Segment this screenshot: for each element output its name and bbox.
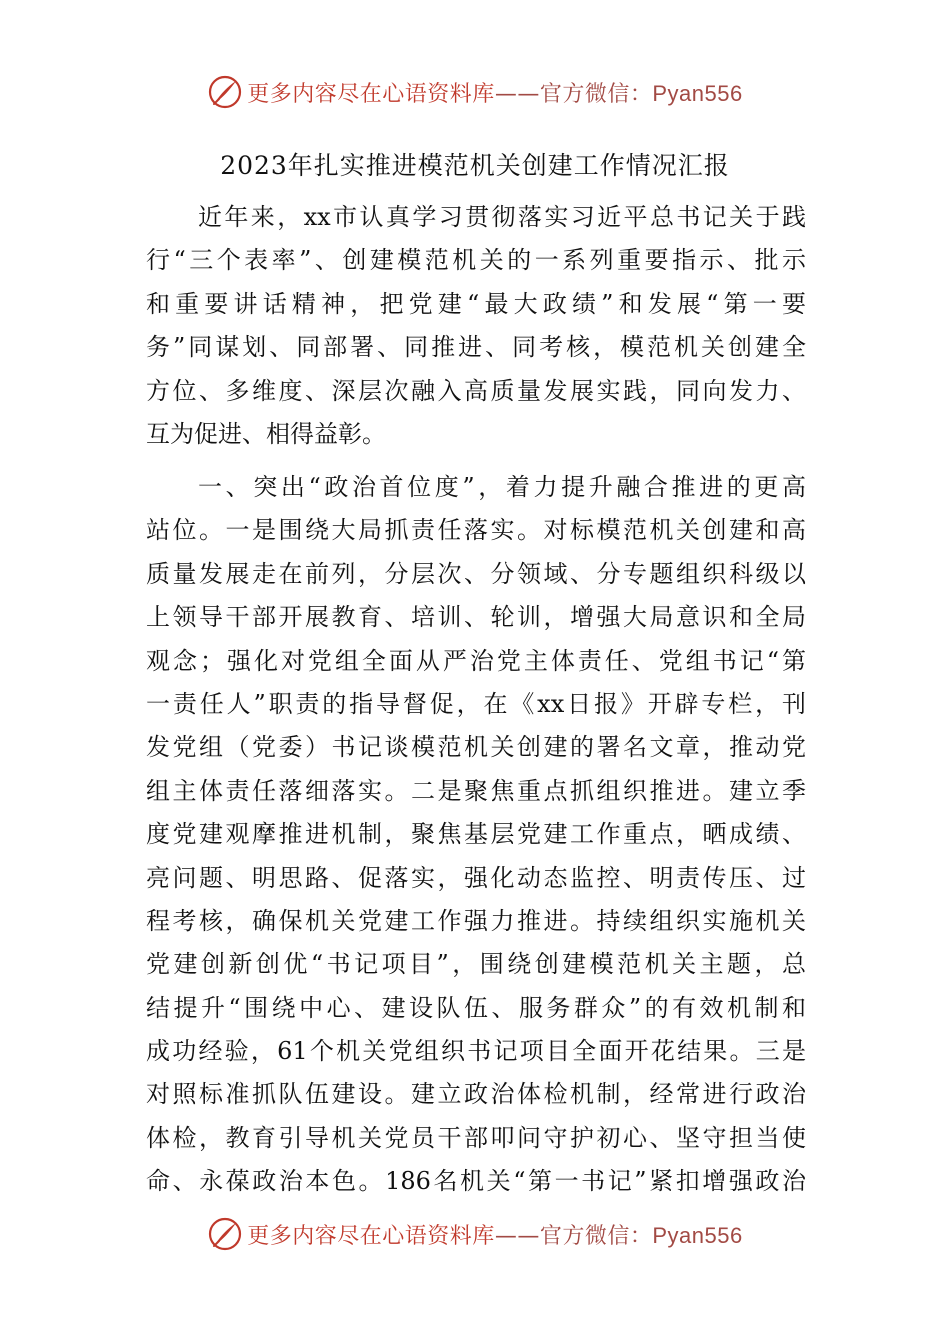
watermark-banner-top bbox=[0, 70, 950, 114]
watermark-main-text: 更多内容尽在心语资料库 bbox=[247, 1223, 495, 1249]
text-line: 互为促进、相得益彰。 bbox=[146, 419, 386, 448]
text-line: 和重要讲话精神，把党建“最大政绩”和发展“第一要 bbox=[146, 289, 806, 318]
text-line: 度党建观摩推进机制，聚焦基层党建工作重点，晒成绩、 bbox=[146, 820, 806, 849]
text-line: 结提升“围绕中心、建设队伍、服务群众”的有效机制和 bbox=[146, 993, 806, 1022]
text-line: 组主体责任落细落实。二是聚焦重点抓组织推进。建立季 bbox=[146, 776, 806, 805]
text-line: 行“三个表率”、创建模范机关的一系列重要指示、批示 bbox=[146, 246, 806, 275]
text-line: 成功经验，61个机关党组织书记项目全面开花结果。三是 bbox=[146, 1037, 806, 1066]
document-title: 2023年扎实推进模范机关创建工作情况汇报 bbox=[220, 151, 730, 180]
text-line: 近年来，xx市认真学习贯彻落实习近平总书记关于践 bbox=[198, 203, 806, 231]
text-line: 上领导干部开展教育、培训、轮训，增强大局意识和全局 bbox=[146, 603, 806, 632]
text-line: 方位、多维度、深层次融入高质量发展实践，同向发力、 bbox=[146, 376, 806, 405]
text-line: 对照标准抓队伍建设。建立政治体检机制，经常进行政治 bbox=[146, 1080, 806, 1109]
text-line: 质量发展走在前列，分层次、分领域、分专题组织科级以 bbox=[146, 559, 806, 588]
paragraph-intro bbox=[146, 196, 806, 456]
watermark-wechat-id: Pyan556 bbox=[652, 80, 743, 106]
watermark-text bbox=[247, 1219, 742, 1250]
watermark-separator: —— bbox=[494, 81, 540, 107]
text-line: 一责任人”职责的指导督促，在《xx日报》开辟专栏，刊 bbox=[146, 689, 806, 718]
watermark-main-text: 更多内容尽在心语资料库 bbox=[247, 81, 495, 107]
watermark-sub-text: 官方微信： bbox=[539, 81, 653, 107]
text-line: 党建创新创优“书记项目”，围绕创建模范机关主题，总 bbox=[146, 950, 806, 979]
quill-pen-logo-icon bbox=[207, 1216, 243, 1252]
text-line: 站位。一是围绕大局抓责任落实。对标模范机关创建和高 bbox=[146, 516, 806, 545]
text-line: 观念；强化对党组全面从严治党主体责任、党组书记“第 bbox=[146, 646, 806, 675]
text-line: 发党组（党委）书记谈模范机关创建的署名文章，推动党 bbox=[146, 733, 806, 762]
watermark-wechat-id: Pyan556 bbox=[652, 1222, 743, 1248]
watermark-banner-bottom bbox=[0, 1212, 950, 1256]
text-line: 一、突出“政治首位度”，着力提升融合推进的更高 bbox=[198, 473, 806, 501]
quill-pen-logo-icon bbox=[207, 74, 243, 110]
text-line: 程考核，确保机关党建工作强力推进。持续组织实施机关 bbox=[146, 906, 806, 935]
watermark-sub-text: 官方微信： bbox=[539, 1223, 653, 1249]
text-line: 务”同谋划、同部署、同推进、同考核，模范机关创建全 bbox=[146, 333, 806, 362]
text-line: 亮问题、明思路、促落实，强化动态监控、明责传压、过 bbox=[146, 863, 806, 892]
watermark-separator: —— bbox=[494, 1223, 540, 1249]
text-line: 体检，教育引导机关党员干部叩问守护初心、坚守担当使 bbox=[146, 1123, 806, 1152]
paragraph-section-one bbox=[146, 466, 806, 1204]
text-line: 命、永葆政治本色。186名机关“第一书记”紧扣增强政治 bbox=[146, 1167, 806, 1196]
watermark-text bbox=[247, 77, 742, 108]
